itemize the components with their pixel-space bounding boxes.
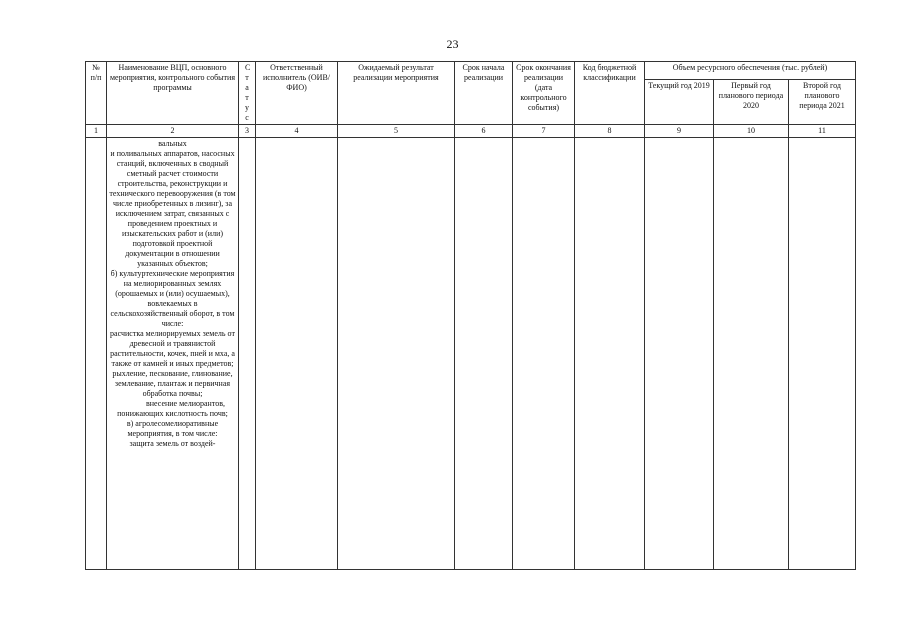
- cell-result: [338, 138, 455, 570]
- column-number: 1: [86, 125, 107, 138]
- column-numbers-row: [86, 125, 856, 138]
- column-number: 10: [714, 125, 789, 138]
- cell-budget-code: [575, 138, 645, 570]
- description-line: в) агролесомелиоративные мероприятия, в том числе:: [126, 419, 219, 438]
- header-second-plan-year: Второй год планового периода 2021: [789, 79, 856, 124]
- column-number: 3: [239, 125, 256, 138]
- cell-start: [455, 138, 513, 570]
- cell-second-plan-year: [789, 138, 856, 570]
- header-num: № п/п: [86, 62, 107, 125]
- program-table: [85, 61, 856, 570]
- cell-end: [513, 138, 575, 570]
- cell-description: [107, 138, 239, 570]
- header-funding: Объем ресурсного обеспечения (тыс. рублей): [645, 62, 856, 80]
- header-result: Ожидаемый результат реализации мероприятия: [338, 62, 455, 125]
- column-number: 2: [107, 125, 239, 138]
- header-first-plan-year: Первый год планового периода 2020: [714, 79, 789, 124]
- column-number: 11: [789, 125, 856, 138]
- header-end: Срок окончания реализации (дата контрольного события): [513, 62, 575, 125]
- description-line: защита земель от воздей-: [129, 439, 216, 448]
- column-number: 7: [513, 125, 575, 138]
- description-line: и поливальных аппаратов, насосных станций, включенных в сводный сметный расчет стоимости строительства, реконструкции и технического перевооружения (в том числе приобретенных в лизинг), за исключением затрат, связанных с проведением проектных и изыскательских работ и (или) подготовкой проектной документации в отношении указанных объектов;: [109, 149, 236, 268]
- header-status-text: Статус: [245, 63, 251, 122]
- page-number: 23: [446, 37, 459, 51]
- cell-responsible: [256, 138, 338, 570]
- header-name: Наименование ВЦП, основного мероприятия, контрольного события программы: [107, 62, 239, 125]
- cell-num: [86, 138, 107, 570]
- column-number: 5: [338, 125, 455, 138]
- description-line: рыхление, пескование, глинование, землевание, плантаж и первичная обработка почвы;: [112, 369, 233, 398]
- header-row-1: [86, 62, 856, 80]
- header-budget-code: Код бюджетной классификации: [575, 62, 645, 125]
- description-line: внесение мелиорантов, понижающих кислотность почв;: [117, 399, 228, 418]
- cell-current-year: [645, 138, 714, 570]
- header-start: Срок начала реализации: [455, 62, 513, 125]
- header-current-year: Текущий год 2019: [645, 79, 714, 124]
- column-number: 9: [645, 125, 714, 138]
- header-status: [239, 62, 256, 125]
- column-number: 6: [455, 125, 513, 138]
- column-number: 8: [575, 125, 645, 138]
- column-number: 4: [256, 125, 338, 138]
- cell-first-plan-year: [714, 138, 789, 570]
- description-line: расчистка мелиорируемых земель от древесной и травянистой растительности, кочек, пней и мха, а также от камней и иных предметов;: [110, 329, 235, 368]
- cell-status: [239, 138, 256, 570]
- description-line: вальных: [158, 139, 187, 148]
- description-line: б) культуртехнические мероприятия на мелиорированных землях (орошаемых и (или) осушаемых), вовлекаемых в сельскохозяйственный оборот, в том числе:: [110, 269, 235, 328]
- header-responsible: Ответственный исполнитель (ОИВ/ФИО): [256, 62, 338, 125]
- table-row: [86, 138, 856, 570]
